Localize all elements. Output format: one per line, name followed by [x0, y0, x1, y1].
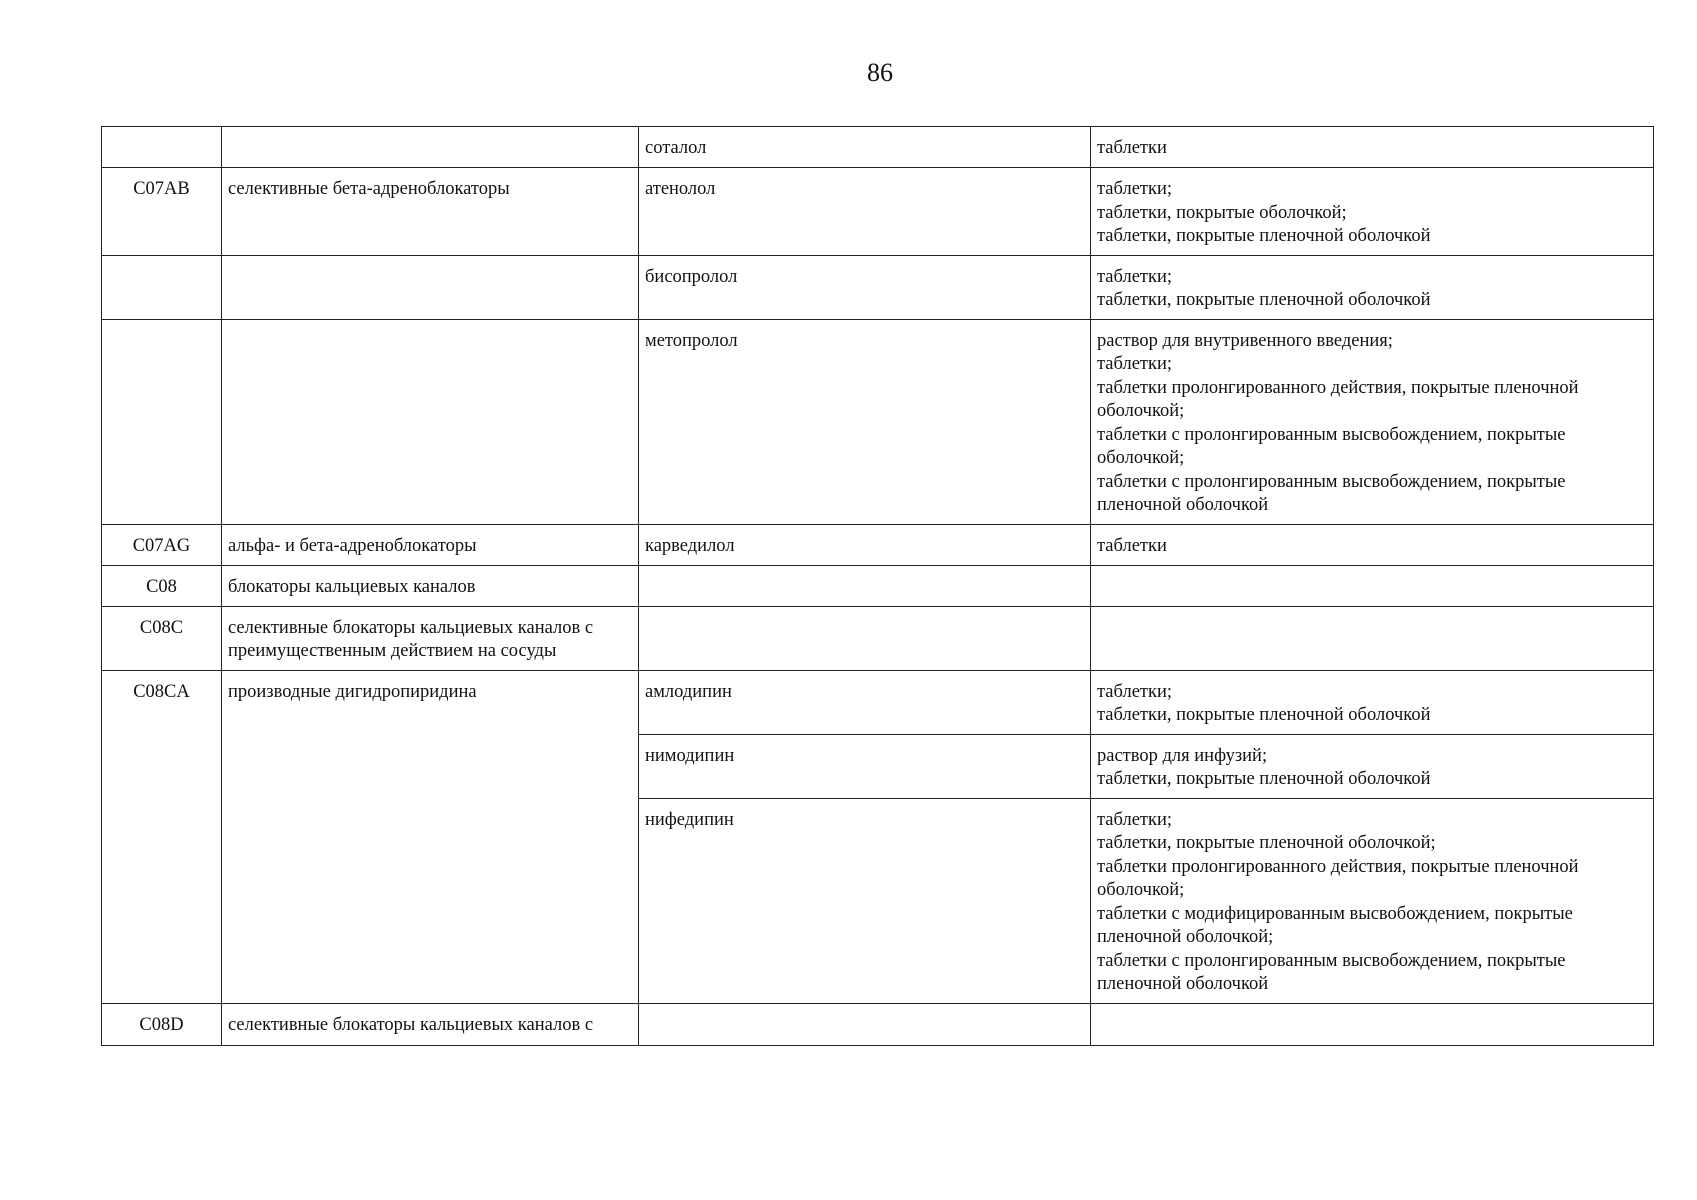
page-number: 86: [867, 58, 893, 87]
atc-code-cell: C08D: [102, 1003, 222, 1045]
group-cell: [222, 255, 639, 319]
dosage-form-line: таблетки;: [1097, 809, 1173, 830]
group-cell: [222, 127, 639, 168]
atc-code-cell: C07AG: [102, 524, 222, 565]
group-cell: селективные бета-адреноблокаторы: [222, 168, 639, 256]
dosage-form-line: таблетки;: [1097, 354, 1173, 374]
dosage-form-line: таблетки, покрытые пленочной оболочкой;: [1097, 833, 1436, 853]
dosage-form-line: таблетки: [1097, 535, 1167, 556]
drug-cell: соталол: [639, 127, 1091, 168]
drug-cell: нифедипин: [639, 798, 1091, 1003]
drug-cell: атенолол: [639, 168, 1091, 256]
dosage-form-cell: [1091, 255, 1654, 319]
group-cell: блокаторы кальциевых каналов: [222, 565, 639, 606]
atc-code-cell: C08C: [102, 606, 222, 670]
dosage-form-line: раствор для внутривенного введения;: [1097, 330, 1393, 351]
dosage-form-line: таблетки с пролонгированным высвобождением, покрытые пленочной оболочкой: [1097, 471, 1566, 515]
table-row: [102, 1003, 1654, 1045]
table-row: [102, 255, 1654, 319]
dosage-form-line: таблетки: [1097, 138, 1167, 158]
drug-cell: [639, 1003, 1091, 1045]
dosage-form-line: таблетки;: [1097, 681, 1173, 702]
dosage-form-line: таблетки пролонгированного действия, покрытые пленочной оболочкой;: [1097, 856, 1579, 900]
drug-table: [101, 126, 1654, 1046]
dosage-form-line: таблетки, покрытые пленочной оболочкой: [1097, 769, 1431, 789]
atc-code-cell: C07AB: [102, 168, 222, 256]
atc-code-cell: [102, 319, 222, 524]
dosage-form-cell: [1091, 524, 1654, 565]
dosage-form-line: таблетки с пролонгированным высвобождением, покрытые оболочкой;: [1097, 424, 1566, 468]
group-cell: производные дигидропиридина: [222, 670, 639, 1003]
drug-cell: нимодипин: [639, 734, 1091, 798]
drug-cell: [639, 565, 1091, 606]
dosage-form-line: таблетки, покрытые пленочной оболочкой: [1097, 290, 1431, 310]
drug-cell: бисопролол: [639, 255, 1091, 319]
drug-cell: метопролол: [639, 319, 1091, 524]
group-cell: альфа- и бета-адреноблокаторы: [222, 524, 639, 565]
dosage-form-line: таблетки пролонгированного действия, покрытые пленочной оболочкой;: [1097, 377, 1579, 421]
atc-code-cell: C08CA: [102, 670, 222, 1003]
dosage-form-cell: [1091, 670, 1654, 734]
table-row: [102, 565, 1654, 606]
table-row: [102, 168, 1654, 256]
dosage-form-line: таблетки;: [1097, 179, 1173, 199]
dosage-form-cell: [1091, 127, 1654, 168]
dosage-form-line: таблетки;: [1097, 266, 1173, 287]
group-cell: [222, 319, 639, 524]
dosage-form-line: таблетки, покрытые пленочной оболочкой: [1097, 226, 1431, 246]
drug-table-body: [102, 127, 1654, 1046]
dosage-form-line: таблетки, покрытые оболочкой;: [1097, 202, 1347, 223]
drug-cell: [639, 606, 1091, 670]
dosage-form-line: раствор для инфузий;: [1097, 745, 1268, 766]
table-row: [102, 319, 1654, 524]
table-row: [102, 127, 1654, 168]
dosage-form-line: таблетки с модифицированным высвобождением, покрытые пленочной оболочкой;: [1097, 903, 1573, 947]
dosage-form-cell: [1091, 1003, 1654, 1045]
group-cell: селективные блокаторы кальциевых каналов с: [222, 1003, 639, 1045]
table-row: [102, 606, 1654, 670]
atc-code-cell: C08: [102, 565, 222, 606]
table-row: [102, 524, 1654, 565]
dosage-form-cell: [1091, 168, 1654, 256]
dosage-form-cell: [1091, 565, 1654, 606]
drug-cell: амлодипин: [639, 670, 1091, 734]
atc-code-cell: [102, 255, 222, 319]
atc-code-cell: [102, 127, 222, 168]
dosage-form-line: таблетки с пролонгированным высвобождением, покрытые пленочной оболочкой: [1097, 950, 1566, 994]
dosage-form-cell: [1091, 798, 1654, 1003]
group-cell: селективные блокаторы кальциевых каналов с преимущественным действием на сосуды: [222, 606, 639, 670]
dosage-form-cell: [1091, 319, 1654, 524]
dosage-form-cell: [1091, 734, 1654, 798]
table-row: [102, 670, 1654, 734]
dosage-form-line: таблетки, покрытые пленочной оболочкой: [1097, 705, 1431, 725]
dosage-form-cell: [1091, 606, 1654, 670]
drug-cell: карведилол: [639, 524, 1091, 565]
